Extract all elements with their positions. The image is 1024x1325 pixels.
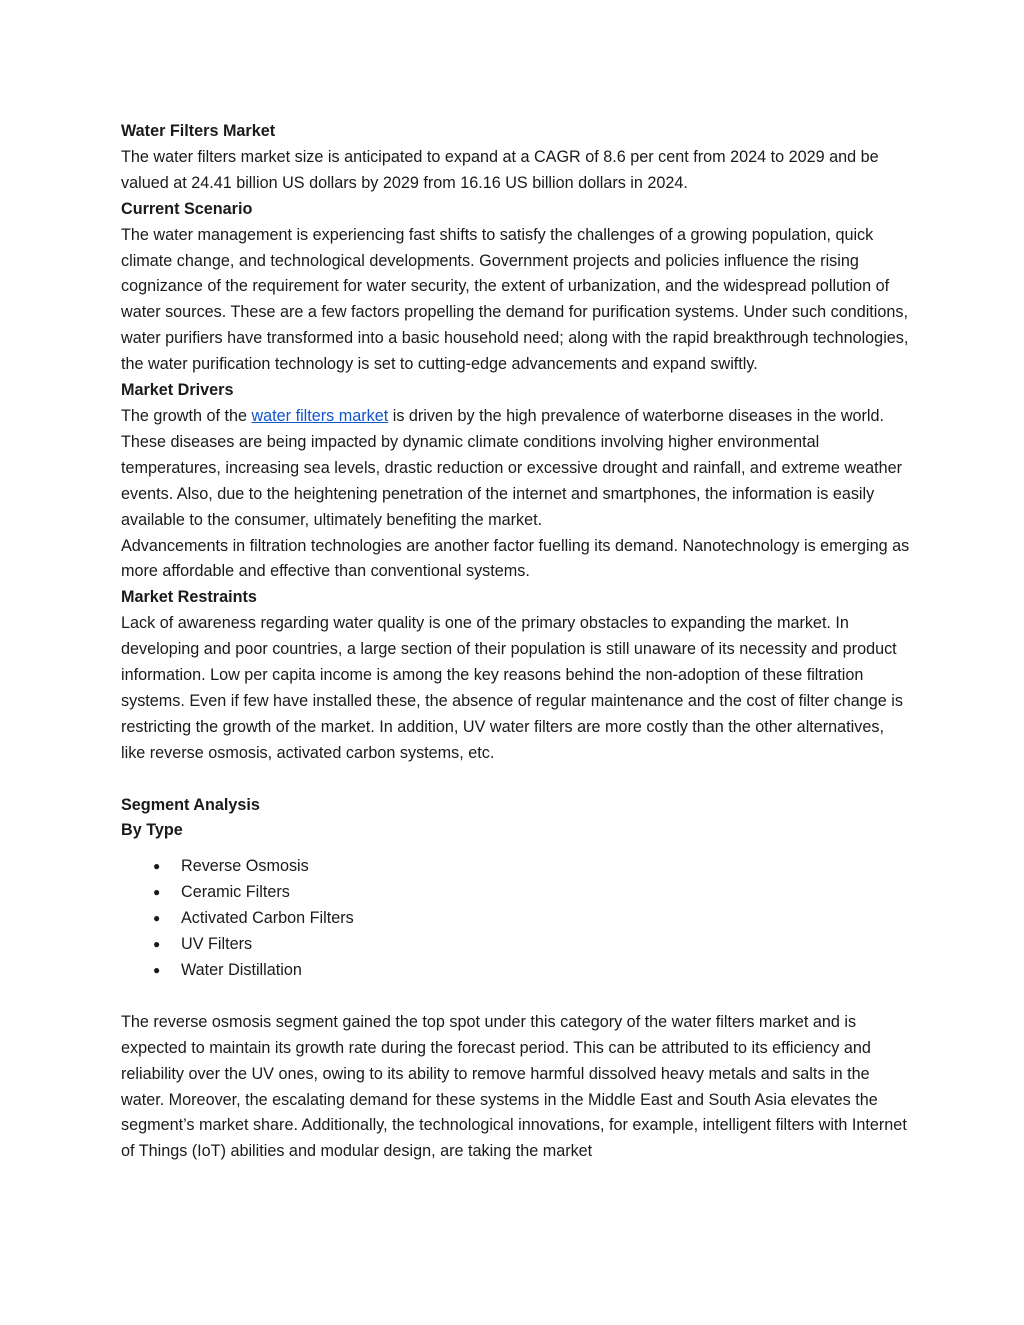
intro-paragraph: The water filters market size is anticipated to expand at a CAGR of 8.6 per cent from 2024 to 2029 and be valued at 24.41 billion US dollars by 2029 from 16.16 US billion dollars in 2024. bbox=[121, 147, 879, 192]
market-drivers-paragraph-1 bbox=[121, 404, 911, 534]
bullet-icon: ● bbox=[153, 911, 161, 926]
list-item bbox=[121, 880, 911, 906]
list-item bbox=[121, 958, 911, 984]
list-item-label: Reverse Osmosis bbox=[181, 857, 309, 876]
market-drivers-text-after-link: is driven by the high prevalence of waterborne diseases in the world. These diseases are being impacted by dynamic climate conditions involving higher environmental temperatures, increasing sea levels, drastic reduction or excessive drought and rainfall, and extreme weather events. Also, due to the heightening penetration of the internet and smartphones, the information is easily available to the consumer, ultimately benefiting the market. bbox=[121, 406, 902, 529]
spacer bbox=[121, 767, 911, 793]
document-title: Water Filters Market bbox=[121, 122, 276, 140]
type-bullet-list bbox=[121, 854, 911, 984]
document-page bbox=[121, 119, 911, 1165]
current-scenario-heading: Current Scenario bbox=[121, 199, 253, 218]
market-restraints-heading: Market Restraints bbox=[121, 588, 257, 607]
water-filters-market-link[interactable]: water filters market bbox=[251, 406, 389, 425]
list-item bbox=[121, 854, 911, 880]
spacer bbox=[121, 984, 911, 1010]
market-drivers-heading: Market Drivers bbox=[121, 381, 234, 400]
market-drivers-paragraph-2: Advancements in filtration technologies are another factor fuelling its demand. Nanotechnology is emerging as more affordable and effective than conventional systems. bbox=[121, 536, 910, 581]
market-restraints-paragraph: Lack of awareness regarding water quality is one of the primary obstacles to expanding the market. In developing and poor countries, a large section of their population is still unaware of its necessity and product information. Low per capita income is among the key reasons behind the non-adoption of these filtration systems. Even if few have installed these, the absence of regular maintenance and the cost of filter change is restricting the growth of the market. In addition, UV water filters are more costly than the other alternatives, like reverse osmosis, activated carbon systems, etc. bbox=[121, 614, 903, 762]
segment-analysis-paragraph: The reverse osmosis segment gained the top spot under this category of the water filters market and is expected to maintain its growth rate during the forecast period. This can be attributed to its efficiency and reliability over the UV ones, owing to its ability to remove harmful dissolved heavy metals and salts in the water. Moreover, the escalating demand for these systems in the Middle East and South Asia elevates the segment’s market share. Additionally, the technological innovations, for example, intelligent filters with Internet of Things (IoT) abilities and modular design, are taking the market bbox=[121, 1012, 907, 1161]
list-item-label: UV Filters bbox=[181, 935, 253, 954]
segment-analysis-heading: Segment Analysis bbox=[121, 795, 260, 814]
by-type-subheading: By Type bbox=[121, 821, 183, 840]
list-item-label: Activated Carbon Filters bbox=[181, 909, 354, 928]
list-item bbox=[121, 906, 911, 932]
market-drivers-text-before-link: The growth of the bbox=[121, 406, 252, 425]
bullet-icon: ● bbox=[153, 885, 161, 900]
bullet-icon: ● bbox=[153, 937, 161, 952]
bullet-icon: ● bbox=[153, 962, 161, 977]
list-item-label: Water Distillation bbox=[181, 960, 302, 979]
bullet-icon: ● bbox=[153, 859, 161, 874]
current-scenario-paragraph: The water management is experiencing fast shifts to satisfy the challenges of a growing population, quick climate change, and technological developments. Government projects and policies influence the rising cognizance of the requirement for water security, the extent of urbanization, and the widespread pollution of water sources. These are a few factors propelling the demand for purification systems. Under such conditions, water purifiers have transformed into a basic household need; along with the rapid breakthrough technologies, the water purification technology is set to cutting-edge advancements and expand swiftly. bbox=[121, 225, 909, 374]
list-item-label: Ceramic Filters bbox=[181, 883, 290, 902]
list-item bbox=[121, 932, 911, 958]
